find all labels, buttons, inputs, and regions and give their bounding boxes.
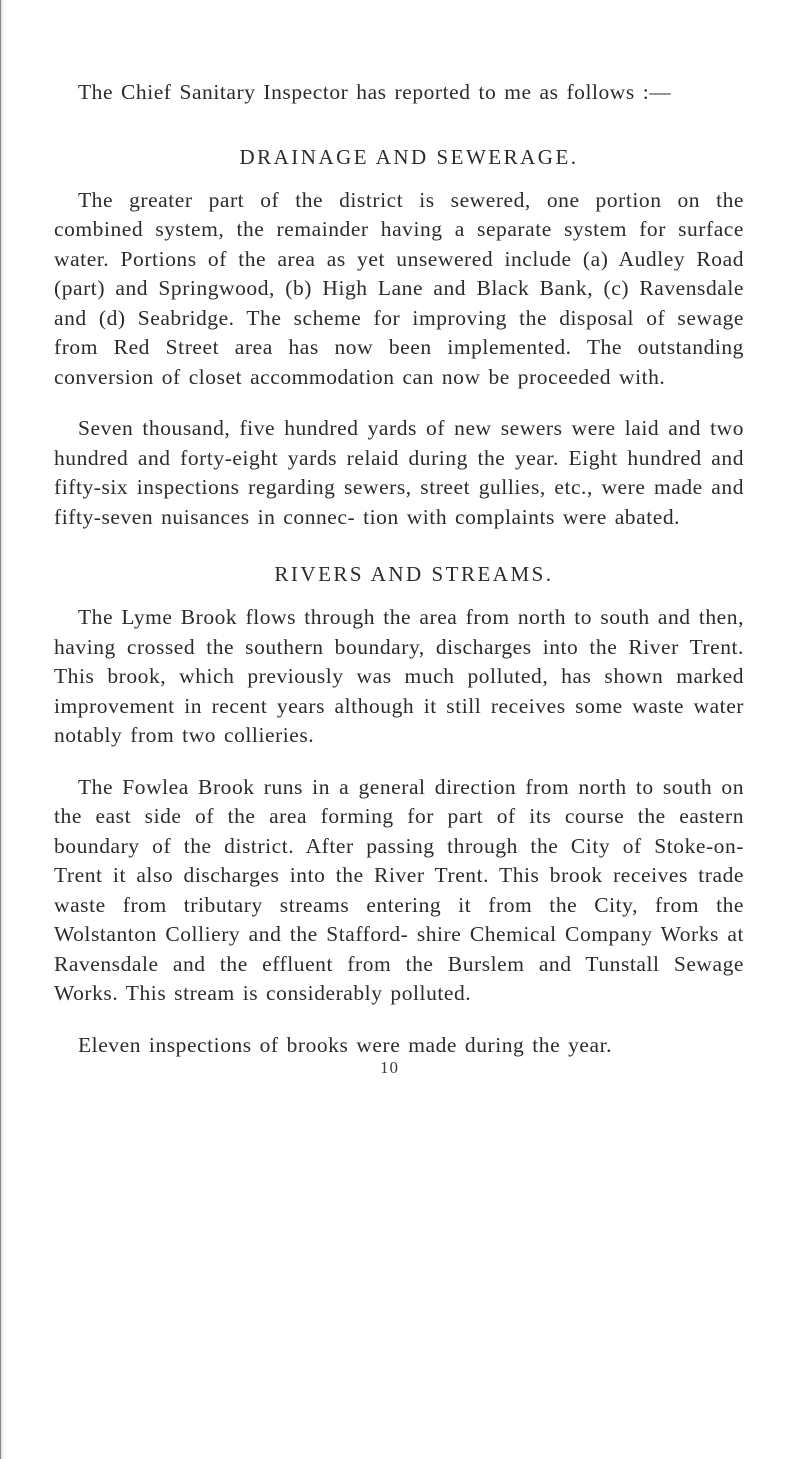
section-heading-rivers: RIVERS AND STREAMS. [274,562,554,586]
paragraph-drainage-2: Seven thousand, five hundred yards of new sewers were laid and two hundred and forty-eight yards relaid during the year. Eight hundred and fifty-six inspections regarding sewers, street gullies, etc., were made and fifty-seven nuisances in connec- tion with complaints were abated. [54,416,744,529]
document-page [54,78,744,1060]
paragraph-rivers-2: The Fowlea Brook runs in a general direction from north to south on the east side of the area forming for part of its course the eastern boundary of the district. After passing through the City of Stoke-on-Trent it also discharges into the River Trent. This brook receives trade waste from tributary streams entering it from the City, from the Wolstanton Colliery and the Stafford- shire Chemical Company Works at Ravensdale and the effluent from the Burslem and Tunstall Sewage Works. This stream is considerably polluted. [54,774,744,1005]
scan-edge [0,0,4,1459]
paragraph-rivers-1: The Lyme Brook flows through the area from north to south and then, having crossed the southern boundary, discharges into the River Trent. This brook, which previously was much polluted, has shown marked improvement in recent years although it still receives some waste water notably from two collieries. [54,605,744,747]
paragraph-drainage-1: The greater part of the district is sewered, one portion on the combined system, the remainder having a separate system for surface water. Portions of the area as yet unsewered include (a) Audley Road (part) and Springwood, (b) High Lane and Black Bank, (c) Ravensdale and (d) Seabridge. The scheme for improving the disposal of sewage from Red Street area has now been implemented. The outstanding conversion of closet accommodation can now be proceeded with. [54,187,744,389]
intro-line: The Chief Sanitary Inspector has reported to me as follows :— [78,80,672,104]
page-number: 10 [380,1058,399,1077]
section-heading-drainage: DRAINAGE AND SEWERAGE. [239,144,579,169]
paragraph-rivers-3: Eleven inspections of brooks were made during the year. [78,1032,613,1057]
